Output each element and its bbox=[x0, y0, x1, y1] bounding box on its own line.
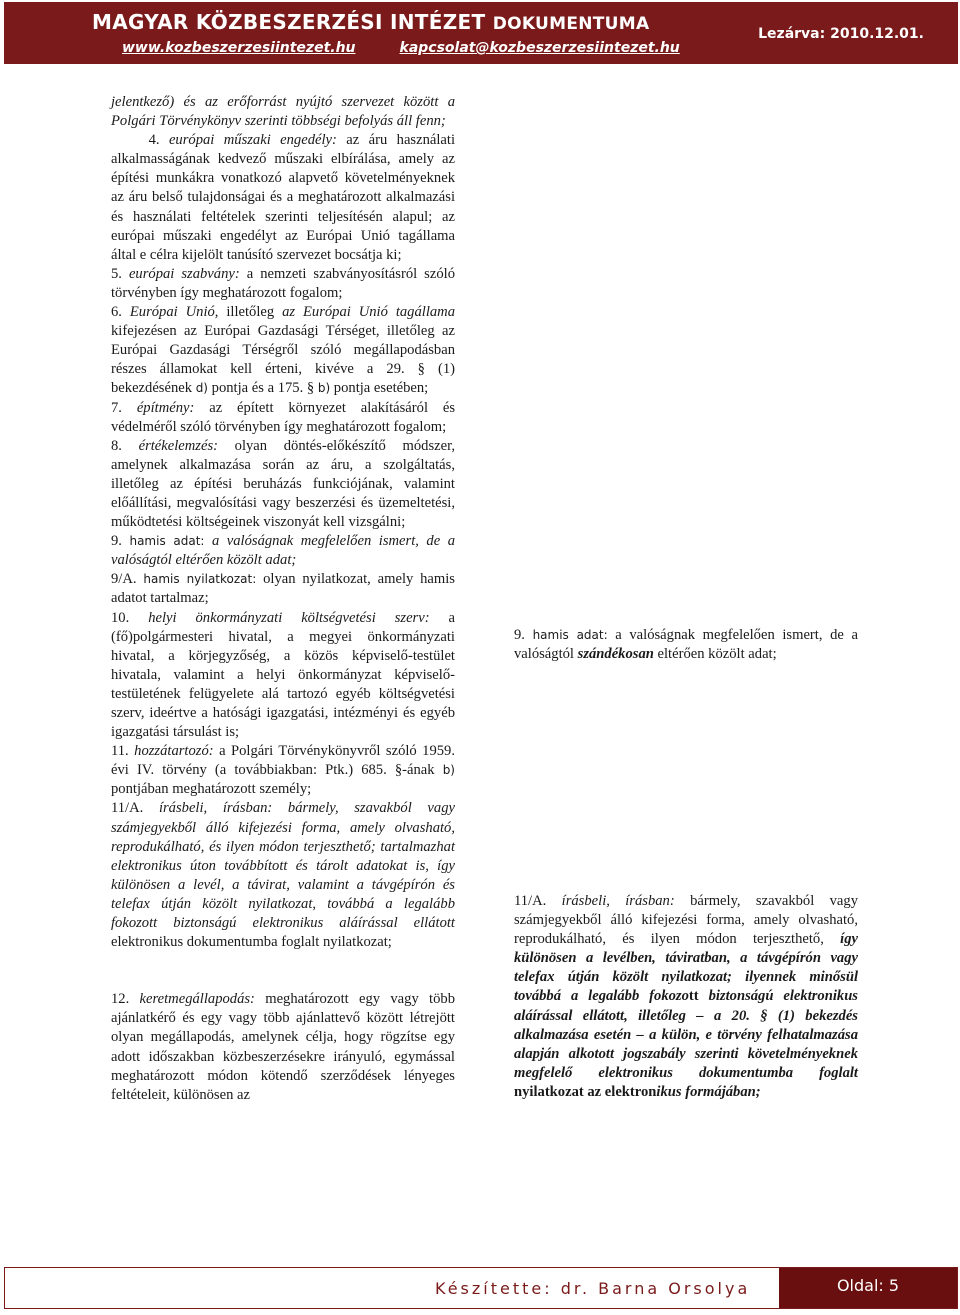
emphasis: így különösen a levélben, táviratban, a távgépírón vagy telefax útján közölt nyilatkozat; ilyennek minősül továbbá a legalább fokozo bbox=[514, 931, 858, 1005]
footer-page-area bbox=[779, 1268, 957, 1308]
paragraph-5: 5. európai szabvány: a nemzeti szabványosításról szóló törvényben így meghatározott fogalom; bbox=[111, 265, 455, 301]
page-number: Oldal: 5 bbox=[836, 1276, 900, 1295]
text: az áru használati alkalmasságának kedvező műszaki elbírálása, amely az építési munkákra vonatkozó alapvető követelményeknek az áru belső tulajdonságai és a meghatározott alkalmazási és használati feltételek szerinti teljesítésén alapul; az európai műszaki engedélyt az Európai Unió tagállama által e célra kijelölt tanúsító szervezet bocsátja ki; bbox=[111, 132, 456, 263]
term: helyi önkormányzati költségvetési szerv: bbox=[148, 609, 430, 626]
left-column bbox=[111, 93, 455, 1105]
header-title bbox=[92, 10, 649, 34]
paragraph-8: 8. értékelemzés: olyan döntés-előkészítő módszer, amelynek alkalmazása során az áru, a szolgáltatás, illetőleg az építési beruházás funkciójának, valamint előállítási, megvalósítási vagy beszerzési és üzemeltetési, működtetési költségeinek viszonyát kell vizsgálni; bbox=[111, 437, 456, 531]
text: olyan nyilatkozat, amely hamis adatot tartalmaz; bbox=[111, 571, 455, 607]
paragraph-9: 9. hamis adat: a valóságnak megfelelően ismert, de a valóságtól eltérően közölt adat; bbox=[111, 533, 455, 569]
emphasis: ikus formájában; bbox=[656, 1083, 761, 1100]
term: az Európai Unió tagállama bbox=[282, 304, 456, 321]
term: hozzátartozó: bbox=[134, 743, 214, 760]
term: európai szabvány: bbox=[128, 265, 240, 282]
text: meghatározott egy vagy több ajánlatkérő és egy vagy több ajánlattevő között létrejött olyan megállapodás, amelynek célja, hogy rögzítse egy adott időszakban közbeszerzésekre irányuló, egymással meghatározott módon kötendő szerződések lényeges feltételeit, különösen az bbox=[111, 991, 455, 1103]
page-footer bbox=[4, 1267, 958, 1309]
term: hamis adat: bbox=[129, 534, 205, 549]
term: értékelemzés: bbox=[138, 437, 219, 454]
text: jelentkező) és az erőforrást nyújtó szervezet között a Polgári Törvénykönyv szerinti többségi befolyás áll fenn; bbox=[111, 94, 455, 130]
paragraph: 9. hamis adat: a valóságnak megfelelően ismert, de a valóságtól szándékosan eltérően közölt adat; bbox=[514, 627, 858, 663]
text: a (fő)polgármesteri hivatal, a megyei önkormányzati hivatal, a körjegyzőség, a közös képviselő-testület hivatala, valamint a helyi önkormányzat képviselő-testületének felügyelete alá tartozó egyéb költségvetési szerv, ideértve a hatósági igazgatási, intézményi és egyéb igazgatási társulást is; bbox=[111, 609, 456, 741]
header-title-main: MAGYAR KÖZBESZERZÉSI INTÉZET bbox=[92, 10, 493, 34]
paragraph-4: 4. európai műszaki engedély: az áru használati alkalmasságának kedvező műszaki elbírálása, amely az építési munkákra vonatkozó alapvető követelményeknek az áru belső tulajdonságai és a meghatározott alkalmazási és használati feltételek szerinti teljesítésén alapul; az európai műszaki engedélyt az Európai Unió tagállama által e célra kijelölt tanúsító szervezet bocsátja ki; bbox=[111, 132, 456, 263]
emphasis: szándékosan bbox=[577, 646, 654, 663]
footer-author-area bbox=[5, 1268, 779, 1308]
text: az épített környezet alakításáról és védelméről szóló törvényben így meghatározott fogalom; bbox=[111, 399, 456, 435]
header-title-small: DOKUMENTUMA bbox=[492, 14, 650, 34]
term: hamis nyilatkozat: bbox=[143, 572, 257, 587]
paragraph-7: 7. építmény: az épített környezet alakításáról és védelméről szóló törvényben így meghatározott fogalom; bbox=[111, 399, 456, 435]
header-links bbox=[122, 40, 680, 56]
email-link[interactable]: kapcsolat@kozbeszerzesiintezet.hu bbox=[399, 40, 680, 56]
closed-date: Lezárva: 2010.12.01. bbox=[758, 26, 924, 42]
paragraph-6: 6. Európai Unió, illetőleg az Európai Unió tagállama kifejezésen az Európai Gazdasági Térséget, illetőleg az Európai Gazdasági Térségről szóló megállapodásban részes államokat kell érteni, kivéve a 29. § (1) bekezdésének d) pontja és a 175. § b) pontja esetében; bbox=[111, 304, 456, 397]
emphasis: biztonságú elektronikus aláírással ellátott, illetőleg – a 20. § (1) bekezdés alkalmazása esetén – a külön, e törvény felhatalmazása alapján alkotott jogszabály szerinti követelményeknek megfelelő elektronikus dokumentumba foglalt bbox=[514, 988, 858, 1081]
term: hamis adat: bbox=[532, 628, 608, 642]
term: keretmegállapodás: bbox=[139, 991, 255, 1008]
paragraph bbox=[111, 93, 455, 131]
text: olyan döntés-előkészítő módszer, amelynek alkalmazása során az áru, a szolgáltatás, illetőleg az építési beruházás funkciójának, valamint előállítási, megvalósítási vagy beszerzési és üzemeltetési, működtetési költségeinek viszonyát kell vizsgálni; bbox=[111, 437, 456, 531]
paragraph-11: 11. hozzátartozó: a Polgári Törvénykönyvről szóló 1959. évi IV. törvény (a továbbiakban: Ptk.) 685. §-ának b) pontjában meghatározott személy; bbox=[111, 743, 455, 798]
term: európai műszaki engedély: bbox=[168, 132, 337, 149]
term: Európai Unió, bbox=[129, 304, 219, 321]
paragraph-10: 10. helyi önkormányzati költségvetési szerv: a (fő)polgármesteri hivatal, a megyei önkormányzati hivatal, a körjegyzőség, a közös képviselő-testület hivatala, valamint a helyi önkormányzat képviselő-testületének felügyelete alá tartozó egyéb költségvetési szerv, ideértve a hatósági igazgatási, intézményi és egyéb igazgatási társulást is; bbox=[111, 609, 456, 741]
spacer bbox=[111, 952, 455, 990]
text: a valóságnak megfelelően ismert, de a valóságtól eltérően közölt adat; bbox=[111, 533, 455, 569]
website-link[interactable]: www.kozbeszerzesiintezet.hu bbox=[122, 40, 356, 56]
right-paragraph-11a bbox=[514, 892, 858, 1102]
term: építmény: bbox=[136, 399, 195, 416]
author: Készítette: dr. Barna Orsolya bbox=[435, 1279, 751, 1298]
paragraph-12: 12. keretmegállapodás: meghatározott egy vagy több ajánlatkérő és egy vagy több ajánlattevő között létrejött olyan megállapodás, amelynek célja, hogy rögzítse egy adott időszakban közbeszerzésekre irányuló, egymással meghatározott módon kötendő szerződések lényeges feltételeit, különösen az bbox=[111, 991, 455, 1103]
text: írásbeli, írásban: bármely, szavakból vagy számjegyekből álló kifejezési forma, amely olvasható, reprodukálható, és ilyen módon terjeszthető; tartalmazhat elektronikus úton továbbított és tárolt adatokat is, így különösen a levél, a távirat, valamint a távgépírón és telefax útján közölt nyilatkozat, továbbá a legalább fokozott biztonságú elektronikus aláírással ellátott bbox=[111, 800, 455, 932]
paragraph: 11/A. írásbeli, írásban: bármely, szavakból vagy számjegyekből álló kifejezési forma, amely olvasható, reprodukálható, és ilyen módon terjeszthető, így különösen a levélben, táviratban, a távgépírón vagy telefax útján közölt nyilatkozat; ilyennek minősül továbbá a legalább fokozott biztonságú elektronikus aláírással ellátott, illetőleg – a 20. § (1) bekezdés alkalmazása esetén – a külön, e törvény felhatalmazása alapján alkotott jogszabály szerinti követelményeknek megfelelő elektronikus dokumentumba foglalt nyilatkozat az elektronikus formájában; bbox=[514, 893, 859, 1100]
paragraph-9a: 9/A. hamis nyilatkozat: olyan nyilatkozat, amely hamis adatot tartalmaz; bbox=[111, 571, 455, 607]
page-header bbox=[4, 2, 958, 64]
term: írásbeli, írásban: bbox=[561, 893, 675, 909]
right-paragraph-9 bbox=[514, 626, 858, 664]
text: a nemzeti szabványosításról szóló törvényben így meghatározott fogalom; bbox=[111, 265, 455, 301]
paragraph-11a: 11/A. írásbeli, írásban: bármely, szavakból vagy számjegyekből álló kifejezési forma, amely olvasható, reprodukálható, és ilyen módon terjeszthető; tartalmazhat elektronikus úton továbbított és tárolt adatokat is, így különösen a levél, a távirat, valamint a távgépírón és telefax útján közölt nyilatkozat, továbbá a legalább fokozott biztonságú elektronikus aláírással ellátott elektronikus dokumentumba foglalt nyilatkozat; bbox=[111, 800, 455, 951]
